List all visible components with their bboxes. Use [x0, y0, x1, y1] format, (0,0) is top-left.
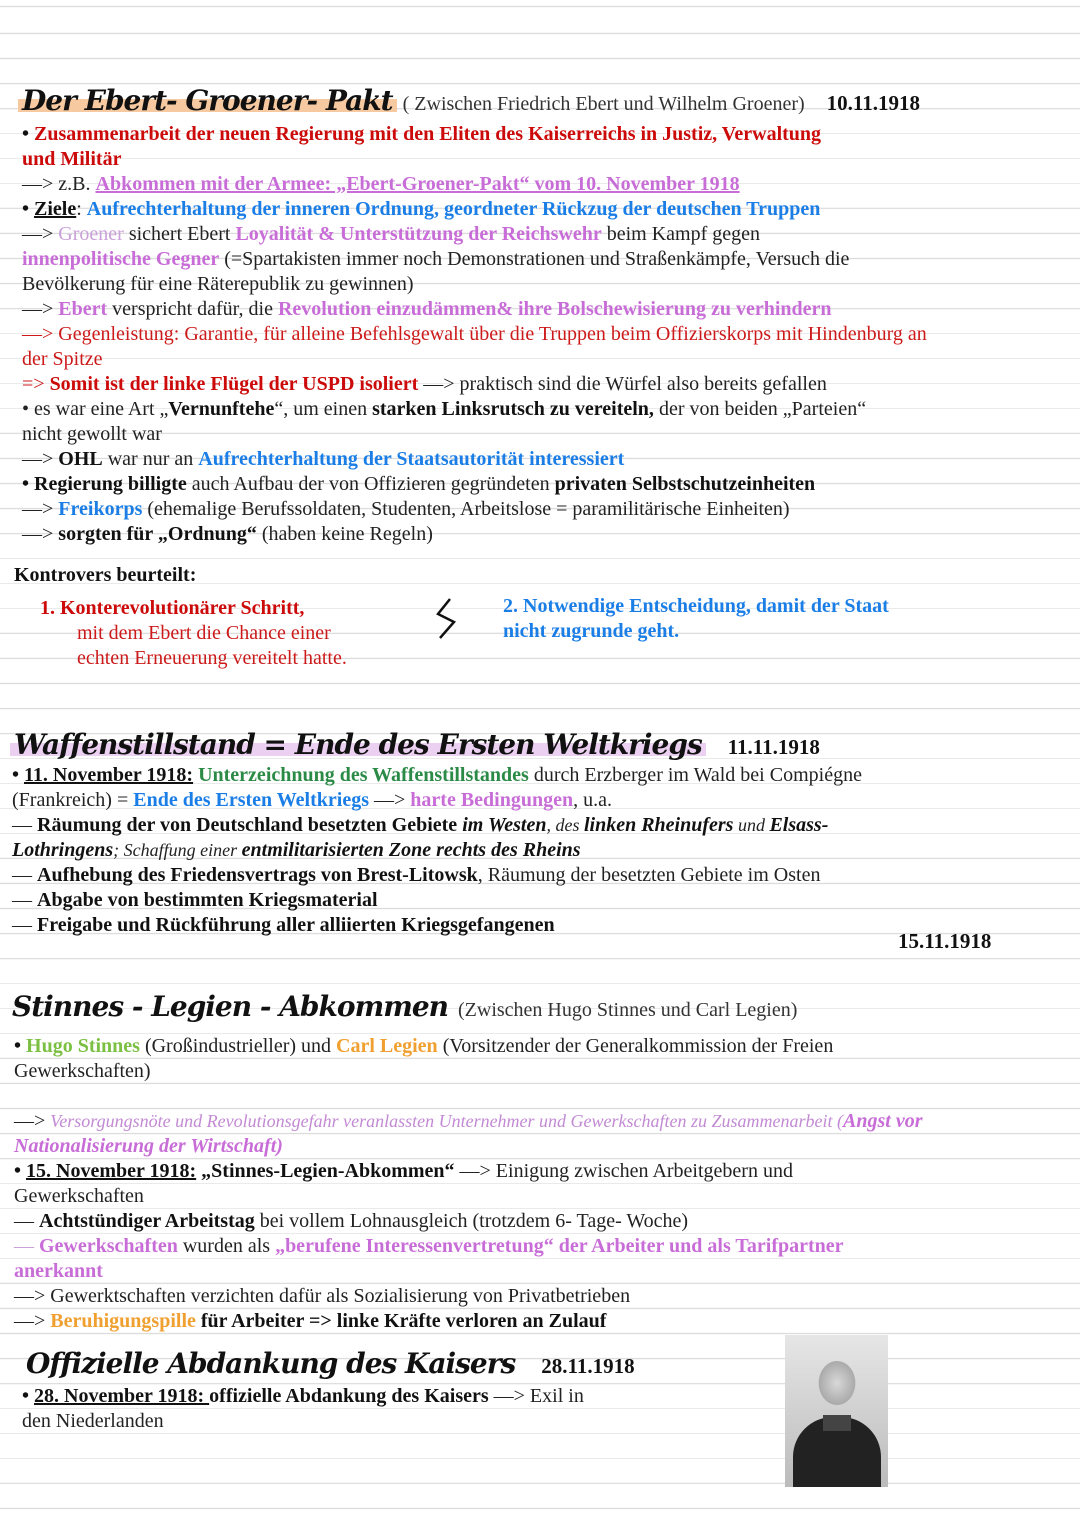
text-segment: den Niederlanden: [22, 1410, 164, 1432]
text-segment: Hugo Stinnes: [26, 1035, 140, 1057]
text-segment: •: [14, 1160, 27, 1182]
text-line: [22, 222, 760, 247]
text-segment: —> z.B.: [22, 173, 96, 195]
text-segment: Gewerkschaften): [14, 1060, 151, 1082]
text-segment: bei vollem Lohnausgleich (trotzdem 6- Tage- Woche): [254, 1210, 689, 1232]
text-segment: Revolution einzudämmen& ihre Bolschewisierung zu verhindern: [277, 298, 832, 320]
text-line: [12, 763, 862, 788]
text-line: [22, 272, 414, 297]
text-segment: Abgabe von bestimmten Kriegsmaterial: [37, 889, 378, 911]
text-segment: Loyalität & Unterstützung der Reichswehr: [235, 223, 602, 245]
text-line: [14, 1284, 630, 1309]
text-segment: •: [12, 764, 25, 786]
text-segment: wurden als: [177, 1235, 276, 1257]
controversy-label: Kontrovers beurteilt:: [14, 564, 197, 586]
text-segment: —>: [22, 223, 59, 245]
title-text: Waffenstillstand = Ende des Ersten Weltkriegs: [10, 728, 706, 761]
text-segment: OHL: [58, 448, 103, 470]
text-segment: sorgten für „Ordnung“: [58, 523, 257, 545]
text-segment: sichert Ebert: [123, 223, 236, 245]
text-segment: und: [733, 815, 770, 835]
text-segment: Carl Legien: [336, 1035, 438, 1057]
text-segment: , u.a.: [573, 789, 612, 811]
text-segment: (=Spartakisten immer noch Demonstrationen und Straßenkämpfe, Versuch die: [219, 248, 850, 270]
text-segment: (Frankreich) =: [12, 789, 134, 811]
text-segment: :: [76, 198, 87, 220]
text-segment: anerkannt: [14, 1260, 103, 1282]
text-line: [12, 863, 820, 888]
text-line: [22, 247, 849, 272]
text-line: [14, 1184, 144, 1209]
controversy-view-1: mit dem Ebert die Chance einer: [77, 622, 331, 644]
title-text: Stinnes - Legien - Abkommen: [8, 990, 452, 1023]
text-segment: (Großindustrieller) und: [139, 1035, 337, 1057]
text-line: [14, 1109, 922, 1134]
section-title: [10, 728, 820, 761]
text-segment: —: [14, 1210, 39, 1232]
text-line: [22, 1384, 584, 1409]
text-segment: im Westen: [462, 814, 547, 836]
title-subtitle: ( Zwischen Friedrich Ebert und Wilhelm Groener): [402, 93, 805, 115]
text-line: [12, 788, 612, 813]
text-segment: 11. November 1918:: [24, 764, 194, 786]
text-segment: war nur an: [102, 448, 199, 470]
text-segment: —> Einigung zwischen Arbeitgebern und: [454, 1160, 793, 1182]
text-segment: und Militär: [22, 148, 122, 170]
text-line: [14, 1259, 103, 1284]
text-segment: Unterzeichnung des Waffenstillstandes: [198, 764, 529, 786]
text-line: [22, 472, 815, 497]
text-line: [14, 1309, 606, 1334]
controversy-view-1: echten Erneuerung vereitelt hatte.: [77, 647, 347, 669]
text-segment: für Arbeiter => linke Kräfte verloren an Zulauf: [195, 1310, 607, 1332]
text-segment: , des: [546, 815, 584, 835]
text-segment: der Spitze: [22, 348, 103, 370]
text-segment: Ebert: [58, 298, 108, 320]
text-segment: —>: [14, 1110, 51, 1132]
text-segment: 28. November 1918:: [34, 1385, 210, 1407]
text-line: [22, 497, 790, 522]
text-segment: ; Schaffung einer: [113, 840, 242, 860]
text-segment: Aufrechterhaltung der Staatsautorität interessiert: [198, 448, 625, 470]
text-segment: Abkommen mit der Armee: „Ebert-Groener-Pakt“ vom 10. November 1918: [95, 173, 740, 195]
text-segment: —: [14, 1235, 39, 1257]
text-segment: Gewerkschaften: [39, 1235, 178, 1257]
controversy-view-2: nicht zugrunde geht.: [503, 620, 680, 642]
text-line: [12, 838, 581, 863]
controversy-view-2: 2. Notwendige Entscheidung, damit der Staat: [503, 595, 889, 617]
title-subtitle: (Zwischen Hugo Stinnes und Carl Legien): [458, 999, 798, 1021]
text-segment: starken Linksrutsch zu vereiteln,: [372, 398, 654, 420]
text-segment: =>: [22, 373, 50, 395]
text-line: [22, 422, 162, 447]
text-segment: —> Gegenleistung: Garantie, für alleine Befehlsgewalt über die Truppen beim Offizierskorps mit Hindenburg an: [22, 323, 927, 345]
text-segment: Ziele: [34, 198, 77, 220]
title-date: 28.11.1918: [541, 1354, 635, 1378]
text-segment: Freigabe und Rückführung aller alliierten Kriegsgefangenen: [37, 914, 555, 936]
text-segment: Räumung der von Deutschland besetzten Gebiete: [37, 814, 463, 836]
title-text: Der Ebert- Groener- Pakt: [18, 84, 397, 117]
text-segment: • es war eine Art „: [22, 398, 169, 420]
text-line: [22, 397, 866, 422]
text-segment: —>: [369, 789, 411, 811]
text-segment: Lothringens: [12, 839, 114, 861]
text-segment: nicht gewollt war: [22, 423, 162, 445]
text-line: [14, 1034, 833, 1059]
text-segment: Somit ist der linke Flügel der USPD isoliert: [49, 373, 419, 395]
text-segment: linken Rheinufers: [583, 814, 734, 836]
text-segment: Aufrechterhaltung der inneren Ordnung, geordneter Rückzug der deutschen Truppen: [86, 198, 821, 220]
text-segment: Vernunftehe: [168, 398, 275, 420]
text-segment: privaten Selbstschutzeinheiten: [554, 473, 816, 495]
section-title: [18, 84, 920, 117]
text-line: [22, 322, 927, 347]
text-line: [12, 913, 555, 938]
section-title: [22, 1347, 635, 1380]
text-line: [14, 1209, 688, 1234]
text-line: [22, 197, 820, 222]
text-line: [22, 372, 827, 397]
text-segment: (haben keine Regeln): [256, 523, 433, 545]
text-line: [22, 522, 433, 547]
text-line: [14, 1234, 844, 1259]
text-segment: —>: [22, 298, 59, 320]
text-segment: —: [12, 914, 37, 936]
text-segment: beim Kampf gegen: [601, 223, 760, 245]
text-segment: Beruhigungspille: [50, 1310, 196, 1332]
text-segment: Nationalisierung der Wirtschaft): [14, 1135, 283, 1157]
lightning-contrast-icon: [432, 596, 462, 642]
end-date: 15.11.1918: [898, 929, 992, 953]
text-segment: •: [22, 198, 35, 220]
text-segment: •: [22, 1385, 35, 1407]
text-segment: —>: [14, 1310, 51, 1332]
text-line: [22, 172, 740, 197]
text-line: [22, 1409, 164, 1434]
text-segment: Bevölkerung für eine Räterepublik zu gewinnen): [22, 273, 414, 295]
text-segment: —>: [22, 498, 59, 520]
title-date: 10.11.1918: [826, 91, 920, 115]
kaiser-portrait-photo: [785, 1335, 888, 1487]
text-segment: entmilitarisierten Zone rechts des Rheins: [241, 839, 581, 861]
text-segment: Achtstündiger Arbeitstag: [39, 1210, 255, 1232]
text-segment: offizielle Abdankung des Kaisers: [209, 1385, 489, 1407]
text-line: [22, 147, 121, 172]
text-line: [12, 888, 378, 913]
section-title: [8, 990, 797, 1023]
text-segment: „berufene Interessenvertretung“ der Arbeiter und als Tarifpartner: [275, 1235, 844, 1257]
text-segment: Angst vor: [843, 1110, 923, 1132]
text-line: [22, 297, 832, 322]
text-segment: Regierung billigte: [34, 473, 187, 495]
text-segment: auch Aufbau der von Offizieren gegründeten: [186, 473, 555, 495]
text-line: [12, 813, 828, 838]
text-segment: (ehemalige Berufssoldaten, Studenten, Arbeitslose = paramilitärische Einheiten): [142, 498, 790, 520]
text-line: [22, 122, 821, 147]
text-segment: —>: [22, 523, 59, 545]
text-segment: —> Gewerktschaften verzichten dafür als Sozialisierung von Privatbetrieben: [14, 1285, 631, 1307]
text-segment: Groener: [58, 223, 124, 245]
text-line: [14, 1134, 283, 1159]
text-segment: •: [22, 473, 35, 495]
text-segment: harte Bedingungen: [410, 789, 574, 811]
controversy-view-1: 1. Konterevolutionärer Schritt,: [40, 597, 305, 619]
text-segment: •: [14, 1035, 27, 1057]
text-line: [22, 447, 624, 472]
text-segment: •: [22, 123, 35, 145]
title-text: Offizielle Abdankung des Kaisers: [22, 1347, 519, 1380]
text-line: [22, 347, 103, 372]
text-segment: innenpolitische Gegner: [22, 248, 220, 270]
text-segment: Ende des Ersten Weltkriegs: [133, 789, 369, 811]
text-segment: Elsass-: [769, 814, 829, 836]
text-segment: —: [12, 864, 37, 886]
title-date: 11.11.1918: [727, 735, 820, 759]
text-segment: —> Exil in: [488, 1385, 584, 1407]
text-line: [14, 1159, 793, 1184]
text-segment: —: [12, 889, 37, 911]
text-segment: Freikorps: [58, 498, 143, 520]
text-segment: verspricht dafür, die: [107, 298, 278, 320]
text-line: [14, 1059, 151, 1084]
text-segment: —> praktisch sind die Würfel also bereits gefallen: [418, 373, 827, 395]
text-segment: (Vorsitzender der Generalkommission der Freien: [437, 1035, 834, 1057]
text-segment: Aufhebung des Friedensvertrags von Brest-Litowsk: [37, 864, 478, 886]
text-segment: durch Erzberger im Wald bei Compiégne: [528, 764, 862, 786]
text-segment: 15. November 1918:: [26, 1160, 197, 1182]
text-segment: Zusammenarbeit der neuen Regierung mit den Eliten des Kaiserreichs in Justiz, Verwaltung: [34, 123, 822, 145]
text-segment: —>: [22, 448, 59, 470]
text-segment: Gewerkschaften: [14, 1185, 144, 1207]
text-segment: „Stinnes-Legien-Abkommen“: [196, 1160, 455, 1182]
text-segment: Versorgungsnöte und Revolutionsgefahr veranlassten Unternehmer und Gewerkschaften zu Zusammenarbeit (: [50, 1111, 844, 1131]
text-segment: “, um einen: [274, 398, 373, 420]
text-segment: —: [12, 814, 37, 836]
text-segment: , Räumung der besetzten Gebiete im Osten: [477, 864, 821, 886]
text-segment: der von beiden „Parteien“: [653, 398, 867, 420]
